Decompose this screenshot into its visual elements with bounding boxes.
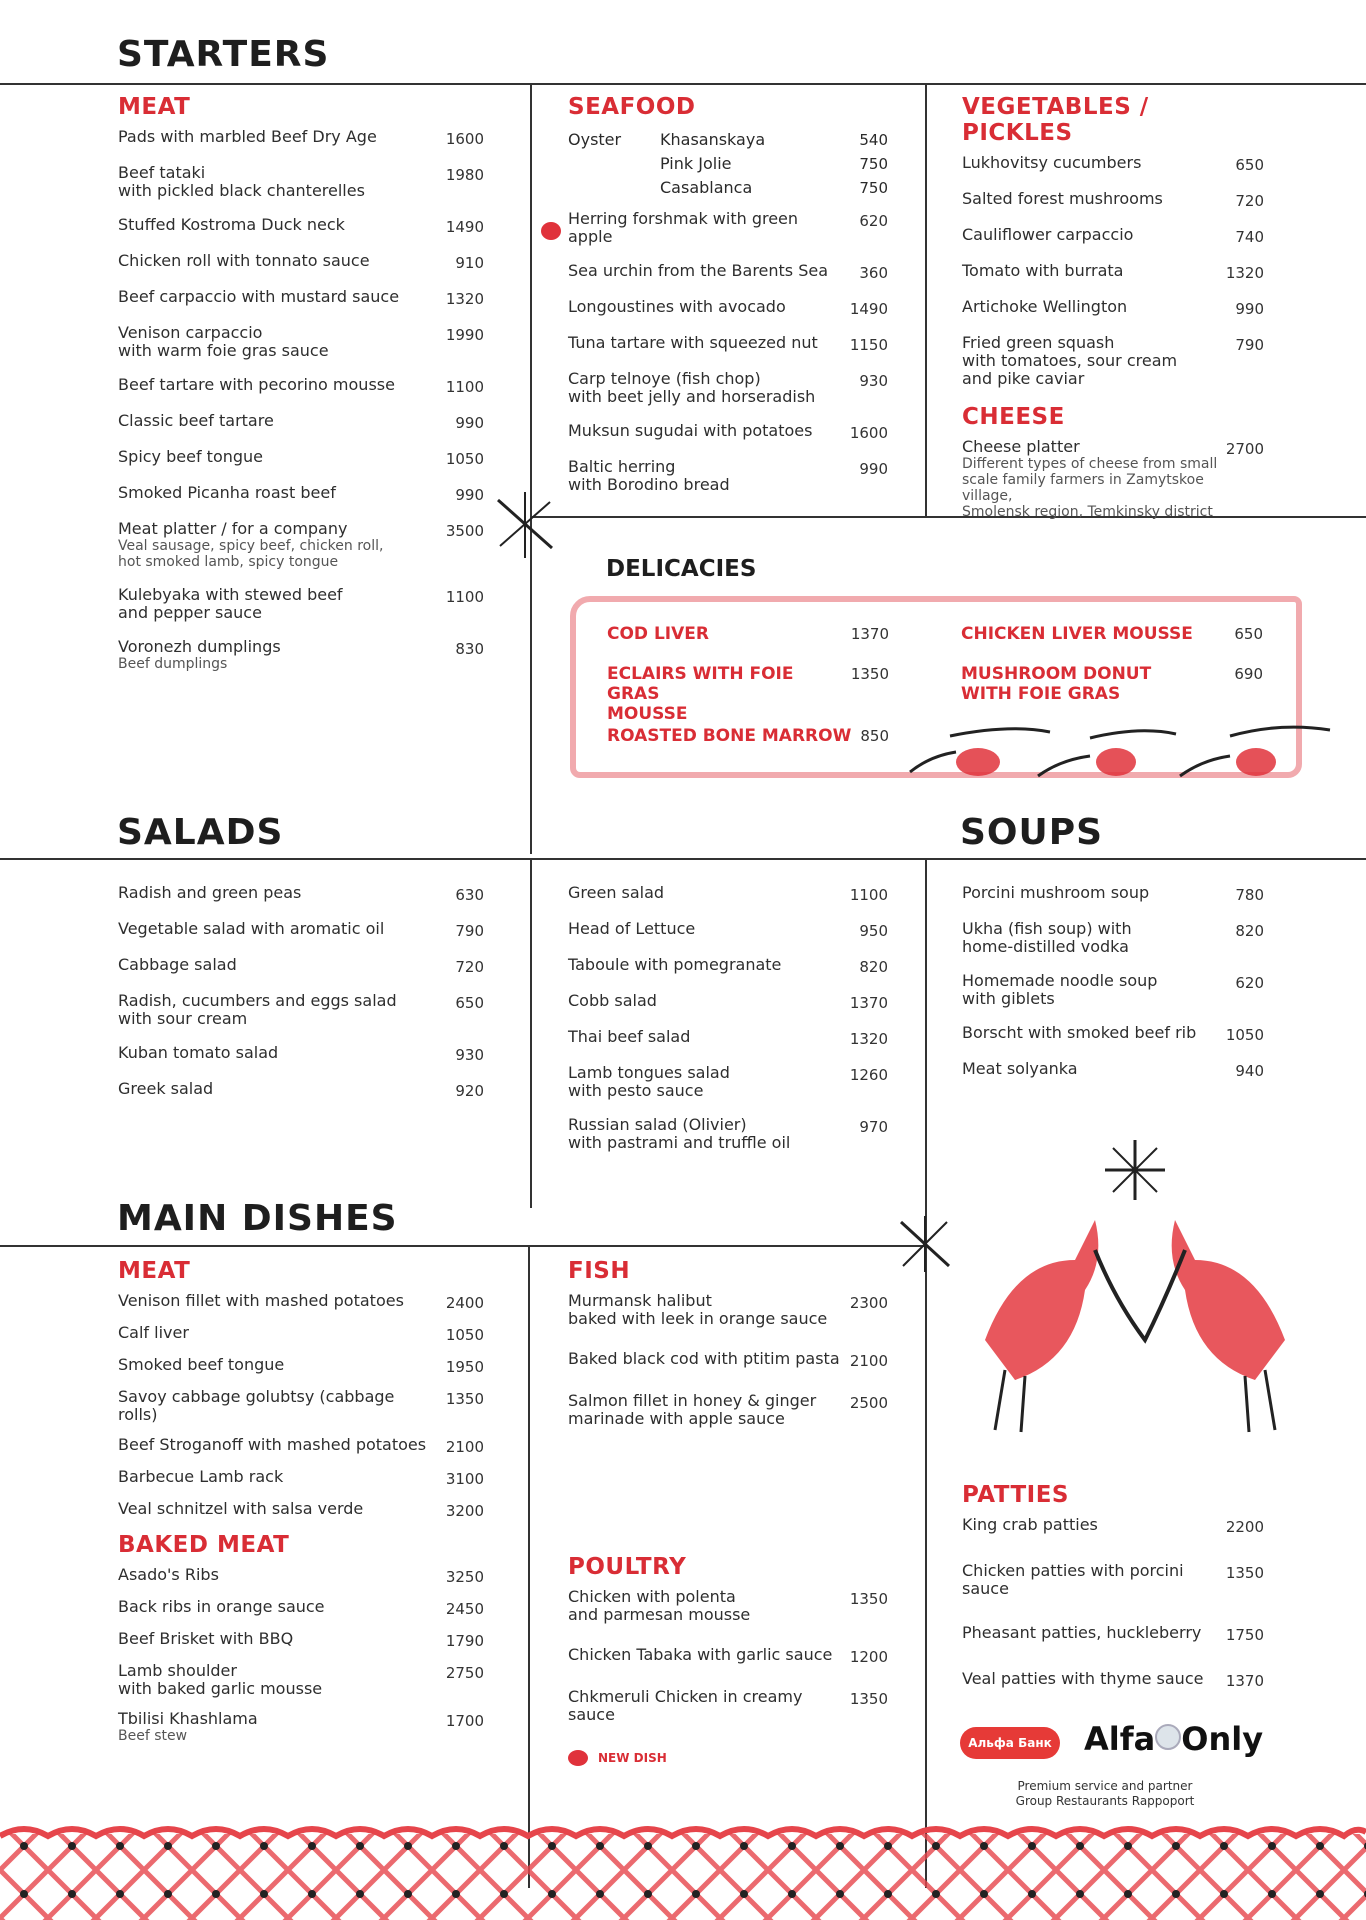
menu-item-name: Lamb tongues salad with pesto sauce	[568, 1063, 730, 1100]
menu-item	[568, 1392, 888, 1428]
menu-item-price: 820	[1235, 922, 1264, 940]
divider	[528, 1245, 530, 1888]
menu-item-name: Beef tataki with pickled black chanterelles	[118, 163, 365, 200]
menu-item	[118, 1292, 484, 1312]
menu-item-name: Smoked Picanha roast beef	[118, 483, 336, 502]
menu-item-name: Cheese platter	[962, 437, 1080, 456]
menu-item-name: Muksun sugudai with potatoes	[568, 421, 813, 440]
menu-item-price: 1050	[445, 450, 484, 468]
menu-item	[118, 412, 484, 432]
menu-item-price: 1600	[849, 424, 888, 442]
menu-item-price: 1490	[445, 218, 484, 236]
menu-item-price: 1260	[849, 1066, 888, 1084]
menu-item	[568, 920, 888, 940]
birds-ornament-icon	[900, 716, 1340, 796]
menu-item-name: Classic beef tartare	[118, 411, 274, 430]
menu-item-name: Veal schnitzel with salsa verde	[118, 1499, 364, 1518]
menu-item-name: Pads with marbled Beef Dry Age	[118, 127, 377, 146]
delicacy-item: MUSHROOM DONUT WITH FOIE GRAS 690	[961, 664, 1263, 704]
menu-item	[568, 1116, 888, 1152]
menu-item-name: Barbecue Lamb rack	[118, 1467, 284, 1486]
menu-item-price: 820	[859, 958, 888, 976]
menu-item-name: Baltic herring with Borodino bread	[568, 457, 730, 494]
menu-item	[962, 1624, 1264, 1644]
menu-item	[962, 1060, 1264, 1080]
menu-item	[118, 216, 484, 236]
oyster-variant-price: 750	[859, 155, 888, 173]
delicacies-title: DELICACIES	[606, 556, 757, 582]
menu-item-price: 2700	[1225, 440, 1264, 458]
menu-item	[568, 422, 888, 442]
menu-item-price: 360	[859, 264, 888, 282]
menu-item-price: 3200	[445, 1502, 484, 1520]
menu-item-name: Pheasant patties, huckleberry	[962, 1623, 1202, 1642]
menu-item-price: 1200	[849, 1648, 888, 1666]
menu-item-name: Herring forshmak with green apple	[568, 209, 799, 246]
patties-column	[962, 1482, 1264, 1716]
main-dishes-title: MAIN DISHES	[117, 1198, 398, 1239]
menu-item-price: 990	[859, 460, 888, 478]
partner-caption: Premium service and partner Group Restaurants Rappoport	[1015, 1779, 1195, 1808]
menu-item-name: Asado's Ribs	[118, 1565, 219, 1584]
delicacy-item: ECLAIRS WITH FOIE GRAS MOUSSE 1350	[607, 664, 889, 724]
menu-item-price: 1100	[849, 886, 888, 904]
menu-item-price: 920	[455, 1082, 484, 1100]
menu-item-name: Porcini mushroom soup	[962, 883, 1150, 902]
menu-item-price: 1370	[849, 994, 888, 1012]
menu-item-name: Salted forest mushrooms	[962, 189, 1163, 208]
menu-item-name: Murmansk halibut baked with leek in orange sauce	[568, 1291, 828, 1328]
soups-title: SOUPS	[960, 812, 1104, 853]
oyster-variant-price: 750	[859, 179, 888, 197]
oyster-variant-price: 540	[859, 131, 888, 149]
horses-ornament-icon	[945, 1140, 1325, 1440]
menu-item-price: 2200	[1225, 1518, 1264, 1536]
menu-item-name: Green salad	[568, 883, 665, 902]
menu-item-price: 720	[1235, 192, 1264, 210]
menu-item	[568, 334, 888, 354]
starters-title: STARTERS	[117, 34, 330, 75]
starters-vegetables-column	[962, 94, 1264, 536]
menu-item	[118, 1630, 484, 1650]
menu-item-name: Head of Lettuce	[568, 919, 696, 938]
menu-item-price: 1350	[445, 1390, 484, 1408]
menu-item-name: Cauliflower carpaccio	[962, 225, 1134, 244]
menu-item	[962, 1670, 1264, 1690]
category-title: SEAFOOD	[568, 94, 696, 120]
menu-item-price: 990	[1235, 300, 1264, 318]
menu-item-price: 990	[455, 414, 484, 432]
menu-item-description: Different types of cheese from small scale family farmers in Zamytskoe village, Smolensk region, Temkinsky district	[962, 456, 1218, 520]
menu-item	[118, 1710, 484, 1744]
oyster-variant	[660, 176, 888, 200]
menu-item	[118, 1598, 484, 1618]
soups-column	[962, 884, 1264, 1096]
menu-item-name: Cabbage salad	[118, 955, 237, 974]
divider	[925, 84, 927, 516]
main-meat-column	[118, 1258, 484, 1756]
menu-item	[118, 376, 484, 396]
menu-item-name: Calf liver	[118, 1323, 189, 1342]
menu-item-name: Kuban tomato salad	[118, 1043, 279, 1062]
menu-item-price: 1150	[849, 336, 888, 354]
menu-item-price: 1350	[849, 1590, 888, 1608]
menu-item-name: Venison carpaccio with warm foie gras sauce	[118, 323, 329, 360]
menu-item	[118, 1662, 484, 1698]
menu-item-price: 3100	[445, 1470, 484, 1488]
menu-item-price: 650	[455, 994, 484, 1012]
menu-item-name: Chicken patties with porcini sauce	[962, 1561, 1184, 1598]
menu-item	[118, 520, 484, 570]
menu-item-name: Meat platter / for a company	[118, 519, 348, 538]
menu-item-name: Sea urchin from the Barents Sea	[568, 261, 829, 280]
alfa-bank-logo: Альфа Банк	[960, 1727, 1060, 1759]
menu-item	[118, 920, 484, 940]
divider	[530, 858, 532, 1208]
salads-left-column	[118, 884, 484, 1116]
menu-item	[118, 164, 484, 200]
menu-item-name: Artichoke Wellington	[962, 297, 1128, 316]
menu-item-price: 2300	[849, 1294, 888, 1312]
oyster-block	[568, 128, 888, 200]
menu-item-name: Russian salad (Olivier) with pastrami and truffle oil	[568, 1115, 791, 1152]
menu-item-name: Longoustines with avocado	[568, 297, 786, 316]
menu-item	[118, 484, 484, 504]
menu-item-name: Lamb shoulder with baked garlic mousse	[118, 1661, 323, 1698]
menu-item-price: 1320	[1225, 264, 1264, 282]
category-title: MEAT	[118, 94, 191, 120]
menu-item-name: Salmon fillet in honey & ginger marinade with apple sauce	[568, 1391, 817, 1428]
menu-item	[118, 956, 484, 976]
pearl-icon	[1155, 1724, 1181, 1750]
menu-item-price: 990	[455, 486, 484, 504]
menu-item	[962, 1516, 1264, 1536]
menu-item	[568, 1588, 888, 1624]
menu-item-name: Thai beef salad	[568, 1027, 691, 1046]
menu-item-price: 1050	[1225, 1026, 1264, 1044]
menu-item-name: Fried green squash with tomatoes, sour cream and pike caviar	[962, 333, 1178, 388]
menu-item	[568, 458, 888, 494]
menu-item	[962, 438, 1264, 520]
menu-item	[568, 1646, 888, 1666]
menu-item	[118, 1044, 484, 1064]
divider	[530, 84, 532, 854]
menu-item	[568, 1292, 888, 1328]
menu-item-price: 740	[1235, 228, 1264, 246]
menu-item-price: 830	[455, 640, 484, 658]
menu-item-price: 1320	[849, 1030, 888, 1048]
menu-item	[118, 1356, 484, 1376]
menu-item-price: 1100	[445, 588, 484, 606]
menu-item	[568, 1064, 888, 1100]
menu-item	[118, 448, 484, 468]
menu-item	[962, 1024, 1264, 1044]
menu-item-price: 930	[455, 1046, 484, 1064]
starters-seafood-column	[568, 94, 888, 510]
folk-pattern-border	[0, 1822, 1366, 1920]
oyster-variant-name: Pink Jolie	[660, 154, 732, 173]
menu-item-description: Beef stew	[118, 1728, 188, 1744]
category-title: POULTRY	[568, 1554, 687, 1580]
menu-item-name: Chicken roll with tonnato sauce	[118, 251, 370, 270]
category-title: FISH	[568, 1258, 631, 1284]
menu-item	[118, 324, 484, 360]
menu-item	[962, 334, 1264, 388]
menu-item-price: 1350	[849, 1690, 888, 1708]
menu-item	[962, 920, 1264, 956]
menu-item	[568, 956, 888, 976]
menu-item-price: 1700	[445, 1712, 484, 1730]
divider	[925, 858, 927, 1888]
new-dish-legend: NEW DISH	[568, 1750, 888, 1766]
menu-item-price: 780	[1235, 886, 1264, 904]
menu-item-name: Veal patties with thyme sauce	[962, 1669, 1204, 1688]
menu-item-description: Beef dumplings	[118, 656, 228, 672]
menu-item-name: Tbilisi Khashlama	[118, 1709, 258, 1728]
menu-item	[118, 1500, 484, 1520]
alfa-only-logo: Alfa Only	[1084, 1720, 1264, 1758]
menu-item-price: 3250	[445, 1568, 484, 1586]
menu-item-name: Homemade noodle soup with giblets	[962, 971, 1158, 1008]
main-poultry-column	[568, 1554, 888, 1766]
new-dish-marker-icon	[568, 1750, 588, 1766]
category-title: CHEESE	[962, 404, 1065, 430]
category-title: MEAT	[118, 1258, 191, 1284]
menu-item	[962, 154, 1264, 174]
menu-item-price: 720	[455, 958, 484, 976]
new-dish-marker-icon	[541, 222, 561, 240]
menu-item	[118, 1324, 484, 1344]
menu-item	[962, 226, 1264, 246]
menu-item-name: Beef Stroganoff with mashed potatoes	[118, 1435, 427, 1454]
menu-item-name: Beef carpaccio with mustard sauce	[118, 287, 400, 306]
menu-item-name: King crab patties	[962, 1515, 1098, 1534]
menu-item-price: 950	[859, 922, 888, 940]
salads-title: SALADS	[117, 812, 284, 853]
delicacy-item: ROASTED BONE MARROW 850	[607, 726, 889, 746]
menu-item-price: 790	[1235, 336, 1264, 354]
menu-item-price: 1990	[445, 326, 484, 344]
menu-item-description: Veal sausage, spicy beef, chicken roll, hot smoked lamb, spicy tongue	[118, 538, 384, 570]
menu-item-price: 1320	[445, 290, 484, 308]
oyster-variant	[660, 128, 888, 152]
menu-item	[962, 972, 1264, 1008]
menu-item-name: Spicy beef tongue	[118, 447, 264, 466]
menu-item-price: 1790	[445, 1632, 484, 1650]
oyster-variant-name: Casablanca	[660, 178, 753, 197]
category-title: PATTIES	[962, 1482, 1069, 1508]
divider	[0, 83, 1366, 85]
menu-item-price: 620	[859, 212, 888, 230]
category-title: VEGETABLES / PICKLES	[962, 94, 1149, 146]
menu-item-name: Taboule with pomegranate	[568, 955, 782, 974]
menu-item-price: 1600	[445, 130, 484, 148]
menu-item-price: 910	[455, 254, 484, 272]
menu-item	[118, 1080, 484, 1100]
oyster-label: Oyster	[568, 130, 622, 149]
menu-item-name: Voronezh dumplings	[118, 637, 281, 656]
menu-item-name: Cobb salad	[568, 991, 657, 1010]
menu-item-name: Smoked beef tongue	[118, 1355, 285, 1374]
menu-item-price: 3500	[445, 522, 484, 540]
menu-item-name: Lukhovitsy cucumbers	[962, 153, 1142, 172]
menu-item	[568, 884, 888, 904]
starters-meat-column	[118, 94, 484, 688]
menu-item	[568, 262, 888, 282]
menu-item-price: 630	[455, 886, 484, 904]
menu-item	[118, 1436, 484, 1456]
menu-item	[568, 1028, 888, 1048]
menu-item-name: Savoy cabbage golubtsy (cabbage rolls)	[118, 1387, 395, 1424]
menu-item	[962, 1562, 1264, 1598]
menu-item-price: 2100	[849, 1352, 888, 1370]
menu-item-name: Meat solyanka	[962, 1059, 1078, 1078]
menu-item-name: Greek salad	[118, 1079, 214, 1098]
menu-item-price: 2450	[445, 1600, 484, 1618]
menu-item-price: 2100	[445, 1438, 484, 1456]
menu-item-name: Vegetable salad with aromatic oil	[118, 919, 385, 938]
menu-item-name: Stuffed Kostroma Duck neck	[118, 215, 345, 234]
delicacy-item: CHICKEN LIVER MOUSSE 650	[961, 624, 1263, 644]
category-title: BAKED MEAT	[118, 1532, 290, 1558]
menu-item-price: 1050	[445, 1326, 484, 1344]
menu-item	[568, 1688, 888, 1724]
menu-item-name: Tuna tartare with squeezed nut	[568, 333, 818, 352]
menu-item	[118, 884, 484, 904]
menu-item-price: 2500	[849, 1394, 888, 1412]
menu-item-price: 1950	[445, 1358, 484, 1376]
menu-item	[118, 1566, 484, 1586]
menu-item-price: 940	[1235, 1062, 1264, 1080]
oyster-variant	[660, 152, 888, 176]
menu-item-name: Chkmeruli Chicken in creamy sauce	[568, 1687, 803, 1724]
menu-item-price: 2400	[445, 1294, 484, 1312]
menu-item	[568, 370, 888, 406]
menu-item	[118, 288, 484, 308]
menu-item	[568, 992, 888, 1012]
menu-item	[962, 190, 1264, 210]
menu-item	[568, 210, 888, 246]
oyster-variant-name: Khasanskaya	[660, 130, 766, 149]
menu-item-price: 1490	[849, 300, 888, 318]
menu-item-price: 930	[859, 372, 888, 390]
menu-item	[962, 298, 1264, 318]
menu-item-name: Radish and green peas	[118, 883, 302, 902]
menu-item-price: 1750	[1225, 1626, 1264, 1644]
menu-item-price: 650	[1235, 156, 1264, 174]
menu-item-price: 1980	[445, 166, 484, 184]
menu-item-name: Borscht with smoked beef rib	[962, 1023, 1197, 1042]
menu-item-price: 1350	[1225, 1564, 1264, 1582]
menu-item-name: Baked black cod with ptitim pasta	[568, 1349, 840, 1368]
menu-item	[118, 1468, 484, 1488]
menu-item	[962, 884, 1264, 904]
menu-item	[118, 252, 484, 272]
menu-item-name: Chicken Tabaka with garlic sauce	[568, 1645, 833, 1664]
menu-item-name: Venison fillet with mashed potatoes	[118, 1291, 404, 1310]
menu-item-name: Kulebyaka with stewed beef and pepper sauce	[118, 585, 343, 622]
divider	[0, 858, 1366, 860]
star-ornament-icon	[490, 490, 560, 560]
menu-item	[118, 638, 484, 672]
delicacy-item: COD LIVER 1370	[607, 624, 889, 644]
menu-item-price: 790	[455, 922, 484, 940]
menu-item-price: 1370	[1225, 1672, 1264, 1690]
menu-item-name: Back ribs in orange sauce	[118, 1597, 325, 1616]
menu-item	[118, 586, 484, 622]
menu-item-name: Ukha (fish soup) with home-distilled vodka	[962, 919, 1132, 956]
menu-item-price: 2750	[445, 1664, 484, 1682]
menu-item-name: Chicken with polenta and parmesan mousse	[568, 1587, 751, 1624]
menu-item	[962, 262, 1264, 282]
menu-item	[118, 1388, 484, 1424]
menu-item	[118, 992, 484, 1028]
menu-item-name: Radish, cucumbers and eggs salad with sour cream	[118, 991, 397, 1028]
menu-item	[568, 298, 888, 318]
menu-item-price: 620	[1235, 974, 1264, 992]
divider	[0, 1245, 925, 1247]
menu-item-price: 970	[859, 1118, 888, 1136]
menu-item-name: Beef tartare with pecorino mousse	[118, 375, 395, 394]
menu-item-name: Tomato with burrata	[962, 261, 1124, 280]
menu-item-name: Beef Brisket with BBQ	[118, 1629, 294, 1648]
menu-item-name: Carp telnoye (fish chop) with beet jelly and horseradish	[568, 369, 816, 406]
menu-item	[568, 1350, 888, 1370]
main-fish-column	[568, 1258, 888, 1450]
salads-right-column	[568, 884, 888, 1168]
menu-item-price: 1100	[445, 378, 484, 396]
menu-item	[118, 128, 484, 148]
